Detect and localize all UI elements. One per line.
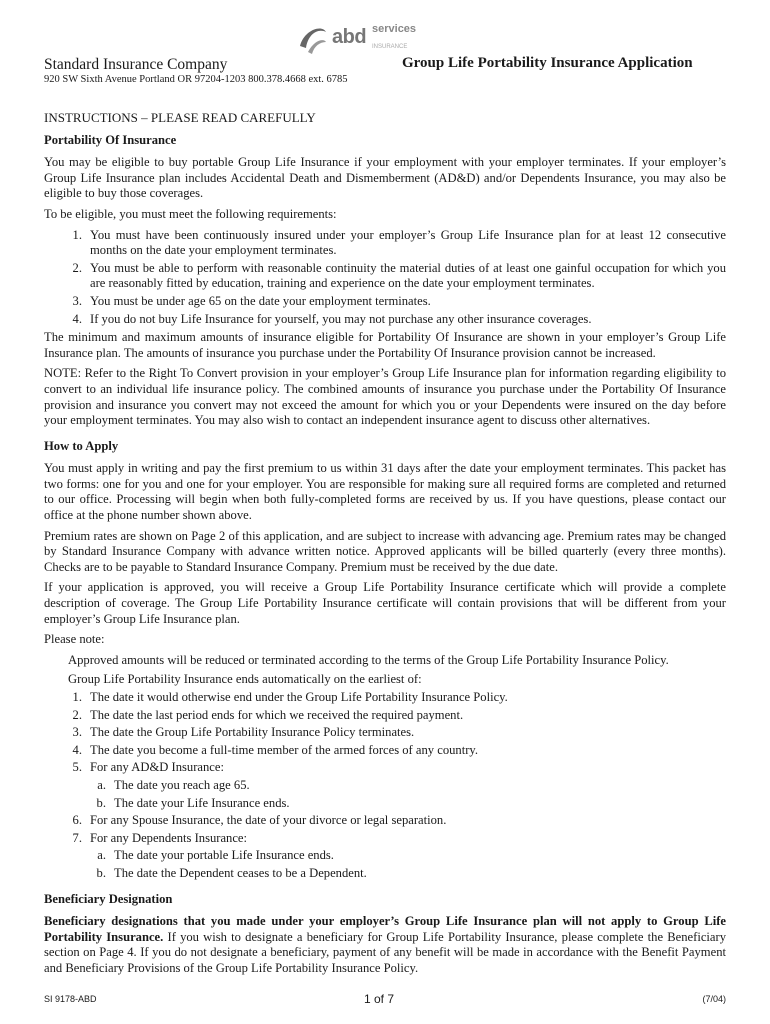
list-item: 2. The date the last period ends for which we received the required payment. <box>72 707 464 722</box>
portability-note: NOTE: Refer to the Right To Convert provision in your employer’s Group Life Insurance plan for information regarding eligibility to convert to an individual life insurance policy. The combined amounts of insurance you purchase under the Portability Of Insurance provision and insurance you convert may not exceed the amount for which you or your Dependents were insured on the day before your employment terminates. You may also wish to contact an independent insurance agent to discuss other alternatives. <box>44 366 726 428</box>
how-to-apply-paragraph-2: Premium rates are shown on Page 2 of this application, and are subject to increase with advancing age. Premium rates may be changed by Standard Insurance Company with advance written notice. Approved applicants will be billed quarterly (every three months). Checks are to be payable to Standard Insurance Company. Premium must be received by the due date. <box>44 528 726 574</box>
list-item: 3. The date the Group Life Portability Insurance Policy terminates. <box>72 725 415 740</box>
beneficiary-text: If you wish to designate a beneficiary for Group Life Portability Insurance, please complete the Beneficiary section on Page 4. If you do not designate a beneficiary, payment of any benefit will be made in accordance with the Benefit Payment and Beneficiary Provisions of the Group Life Portability Insurance Policy. <box>44 929 726 975</box>
list-item: 6. For any Spouse Insurance, the date of your divorce or legal separation. <box>72 813 447 828</box>
list-item: 5. For any AD&D Insurance: <box>72 760 224 775</box>
how-to-apply-heading: How to Apply <box>44 438 119 453</box>
ends-list <box>44 690 726 776</box>
page-number: 1 of 7 <box>364 992 395 1006</box>
list-item: 7. For any Dependents Insurance: <box>72 830 248 845</box>
company-address: 920 SW Sixth Avenue Portland OR 97204-1203 800.378.4668 ext. 6785 <box>44 74 348 85</box>
abd-services-logo <box>296 22 417 58</box>
portability-paragraph-2: To be eligible, you must meet the following requirements: <box>44 206 337 221</box>
list-item: 2. You must be able to perform with reasonable continuity the material duties of at least one gainful occupation for which you are reasonably fitted by education, training and experience on the date your employment terminates. <box>72 260 726 291</box>
list-item: 3. You must be under age 65 on the date your employment terminates. <box>72 293 431 308</box>
note-reduced: Approved amounts will be reduced or terminated according to the terms of the Group Life Portability Insurance Policy. <box>68 652 669 667</box>
how-to-apply-paragraph-1: You must apply in writing and pay the first premium to us within 31 days after the date your employment terminates. This packet has two forms: one for you and one for your employer. You are responsible for making sure all required forms are completed and returned to our office. Processing will begin when both fully-completed forms are received by us. If you have questions, please contact our office at the phone number shown above. <box>44 461 726 523</box>
list-item: 4. The date you become a full-time member of the armed forces of any country. <box>72 742 479 757</box>
list-item: b. The date your Life Insurance ends. <box>96 795 290 810</box>
list-item: b. The date the Dependent ceases to be a Dependent. <box>96 865 367 880</box>
portability-paragraph-1: You may be eligible to buy portable Group Life Insurance if your employment with your employer terminates. If your employer’s Group Life Insurance plan includes Accidental Death and Dismemberment (AD&D) and/or Dependents Insurance, you may also be eligible to buy those coverages. <box>44 155 726 201</box>
add-sublist <box>44 778 726 811</box>
dependents-sublist <box>44 848 726 881</box>
list-item: 4. If you do not buy Life Insurance for yourself, you may not purchase any other insurance coverages. <box>72 311 592 326</box>
beneficiary-bold-text: Beneficiary designations that you made under your employer’s Group Life Insurance plan will not apply to Group Life Portability Insurance. <box>44 914 726 944</box>
list-item: 1. The date it would otherwise end under the Group Life Portability Insurance Policy. <box>72 690 508 704</box>
please-note: Please note: <box>44 632 105 647</box>
requirements-list <box>44 228 726 328</box>
company-name: Standard Insurance Company <box>44 56 228 73</box>
form-title: Group Life Portability Insurance Application <box>402 55 693 71</box>
form-number: SI 9178-ABD <box>44 994 97 1004</box>
ends-list-continued <box>44 813 726 846</box>
note-ends: Group Life Portability Insurance ends automatically on the earliest of: <box>68 672 422 687</box>
portability-heading: Portability Of Insurance <box>44 132 177 147</box>
revision-date: (7/04) <box>702 994 726 1004</box>
how-to-apply-paragraph-3: If your application is approved, you will receive a Group Life Portability Insurance certificate which will provide a complete description of coverage. The Group Life Portability Insurance certificate will contain provisions that will be different from your employer’s Group Life Insurance plan. <box>44 580 726 626</box>
portability-paragraph-3: The minimum and maximum amounts of insurance eligible for Portability Of Insurance are shown in your employer’s Group Life Insurance plan. The amounts of insurance you purchase under the Portability Of Insurance provision cannot be increased. <box>44 330 726 360</box>
beneficiary-paragraph <box>44 914 726 976</box>
list-item: 1. You must have been continuously insured under your employer’s Group Life Insurance plan for at least 12 consecutive months on the date your employment terminates. <box>72 227 726 258</box>
list-item: a. The date you reach age 65. <box>97 777 250 792</box>
instructions-content <box>44 110 726 977</box>
logo-sub: services <box>372 23 417 35</box>
list-item: a. The date your portable Life Insurance ends. <box>97 848 334 863</box>
instructions-heading: INSTRUCTIONS – PLEASE READ CAREFULLY <box>44 110 316 125</box>
swoosh-icon <box>296 22 330 56</box>
logo-tag: INSURANCE <box>372 44 408 50</box>
beneficiary-heading: Beneficiary Designation <box>44 891 173 906</box>
logo-brand: abd <box>332 26 367 48</box>
